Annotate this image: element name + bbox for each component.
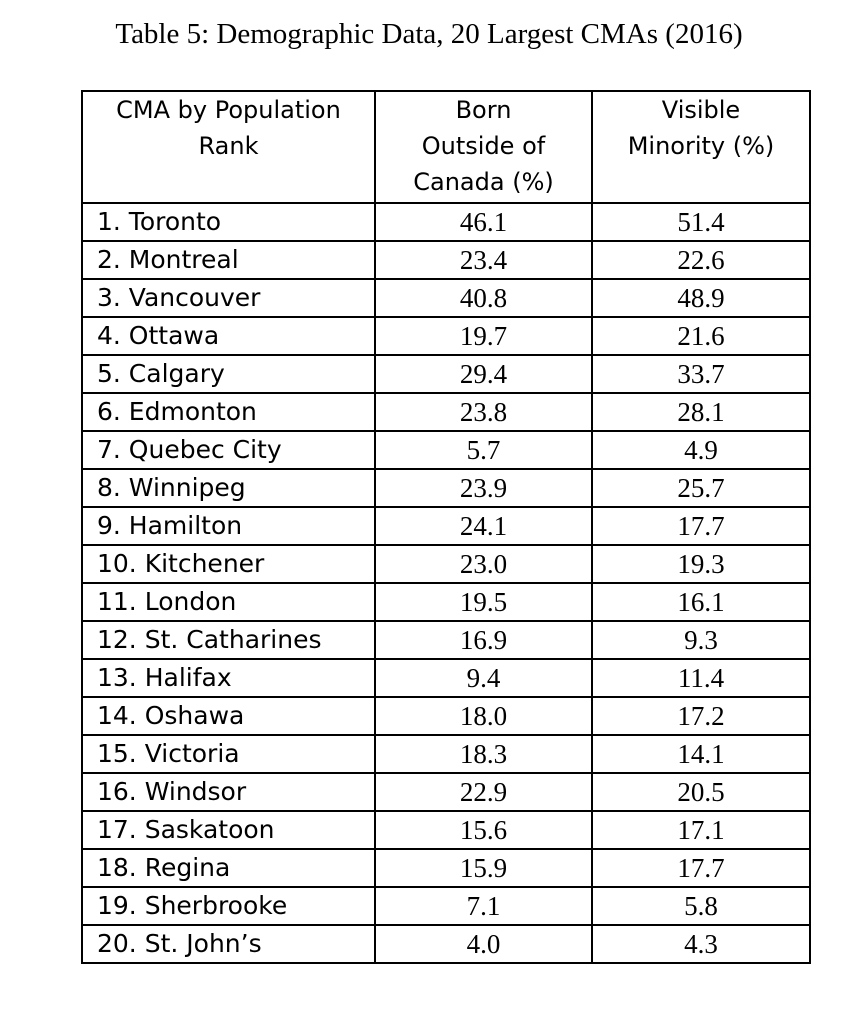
header-born-outside-line-3: Canada (%) — [413, 168, 554, 196]
cma-name-cell: 12. St. Catharines — [82, 621, 375, 659]
table-body — [82, 203, 810, 963]
table-row — [82, 507, 810, 545]
table-row — [82, 469, 810, 507]
visible-minority-cell: 11.4 — [592, 659, 810, 697]
born-outside-cell: 23.4 — [375, 241, 592, 279]
cma-name-cell: 1. Toronto — [82, 203, 375, 241]
born-outside-cell: 4.0 — [375, 925, 592, 963]
header-born-outside — [375, 91, 592, 203]
table-row — [82, 849, 810, 887]
cma-name-cell: 11. London — [82, 583, 375, 621]
cma-name-cell: 3. Vancouver — [82, 279, 375, 317]
cma-name-cell: 9. Hamilton — [82, 507, 375, 545]
header-cma-rank-line-2: Rank — [198, 132, 259, 160]
header-born-outside-line-1: Born — [455, 96, 512, 124]
cma-name-cell: 18. Regina — [82, 849, 375, 887]
cma-name-cell: 2. Montreal — [82, 241, 375, 279]
cma-name-cell: 10. Kitchener — [82, 545, 375, 583]
visible-minority-cell: 28.1 — [592, 393, 810, 431]
table-title: Table 5: Demographic Data, 20 Largest CMAs (2016) — [115, 18, 743, 50]
born-outside-cell: 15.6 — [375, 811, 592, 849]
visible-minority-cell: 14.1 — [592, 735, 810, 773]
born-outside-cell: 19.5 — [375, 583, 592, 621]
born-outside-cell: 18.0 — [375, 697, 592, 735]
visible-minority-cell: 4.3 — [592, 925, 810, 963]
header-row — [82, 91, 810, 203]
cma-name-cell: 4. Ottawa — [82, 317, 375, 355]
born-outside-cell: 18.3 — [375, 735, 592, 773]
born-outside-cell: 16.9 — [375, 621, 592, 659]
visible-minority-cell: 17.1 — [592, 811, 810, 849]
cma-name-cell: 17. Saskatoon — [82, 811, 375, 849]
header-cma-rank — [82, 91, 375, 203]
born-outside-cell: 24.1 — [375, 507, 592, 545]
cma-name-cell: 7. Quebec City — [82, 431, 375, 469]
cma-name-cell: 6. Edmonton — [82, 393, 375, 431]
header-visible-minority-line-2: Minority (%) — [627, 132, 775, 160]
born-outside-cell: 40.8 — [375, 279, 592, 317]
demographic-table — [81, 90, 811, 964]
born-outside-cell: 46.1 — [375, 203, 592, 241]
born-outside-cell: 23.0 — [375, 545, 592, 583]
born-outside-cell: 5.7 — [375, 431, 592, 469]
table-row — [82, 583, 810, 621]
cma-name-cell: 14. Oshawa — [82, 697, 375, 735]
table-row — [82, 393, 810, 431]
born-outside-cell: 23.8 — [375, 393, 592, 431]
visible-minority-cell: 19.3 — [592, 545, 810, 583]
born-outside-cell: 7.1 — [375, 887, 592, 925]
born-outside-cell: 22.9 — [375, 773, 592, 811]
visible-minority-cell: 25.7 — [592, 469, 810, 507]
header-visible-minority-line-1: Visible — [661, 96, 741, 124]
table-row — [82, 659, 810, 697]
table-row — [82, 621, 810, 659]
cma-name-cell: 19. Sherbrooke — [82, 887, 375, 925]
table-row — [82, 811, 810, 849]
born-outside-cell: 29.4 — [375, 355, 592, 393]
cma-name-cell: 8. Winnipeg — [82, 469, 375, 507]
cma-name-cell: 13. Halifax — [82, 659, 375, 697]
table-row — [82, 925, 810, 963]
visible-minority-cell: 51.4 — [592, 203, 810, 241]
visible-minority-cell: 5.8 — [592, 887, 810, 925]
header-cma-rank-line-1: CMA by Population — [116, 96, 341, 124]
cma-name-cell: 15. Victoria — [82, 735, 375, 773]
table-row — [82, 735, 810, 773]
header-born-outside-line-2: Outside of — [421, 132, 546, 160]
visible-minority-cell: 16.1 — [592, 583, 810, 621]
table-row — [82, 203, 810, 241]
table-row — [82, 545, 810, 583]
table-row — [82, 317, 810, 355]
born-outside-cell: 19.7 — [375, 317, 592, 355]
visible-minority-cell: 21.6 — [592, 317, 810, 355]
table-row — [82, 241, 810, 279]
table-row — [82, 431, 810, 469]
visible-minority-cell: 9.3 — [592, 621, 810, 659]
cma-name-cell: 16. Windsor — [82, 773, 375, 811]
born-outside-cell: 23.9 — [375, 469, 592, 507]
visible-minority-cell: 33.7 — [592, 355, 810, 393]
table-row — [82, 887, 810, 925]
table-row — [82, 279, 810, 317]
visible-minority-cell: 22.6 — [592, 241, 810, 279]
table-row — [82, 697, 810, 735]
visible-minority-cell: 17.7 — [592, 849, 810, 887]
visible-minority-cell: 20.5 — [592, 773, 810, 811]
table-row — [82, 355, 810, 393]
visible-minority-cell: 4.9 — [592, 431, 810, 469]
header-visible-minority — [592, 91, 810, 203]
born-outside-cell: 15.9 — [375, 849, 592, 887]
table-row — [82, 773, 810, 811]
visible-minority-cell: 17.7 — [592, 507, 810, 545]
visible-minority-cell: 17.2 — [592, 697, 810, 735]
visible-minority-cell: 48.9 — [592, 279, 810, 317]
cma-name-cell: 20. St. John’s — [82, 925, 375, 963]
cma-name-cell: 5. Calgary — [82, 355, 375, 393]
born-outside-cell: 9.4 — [375, 659, 592, 697]
